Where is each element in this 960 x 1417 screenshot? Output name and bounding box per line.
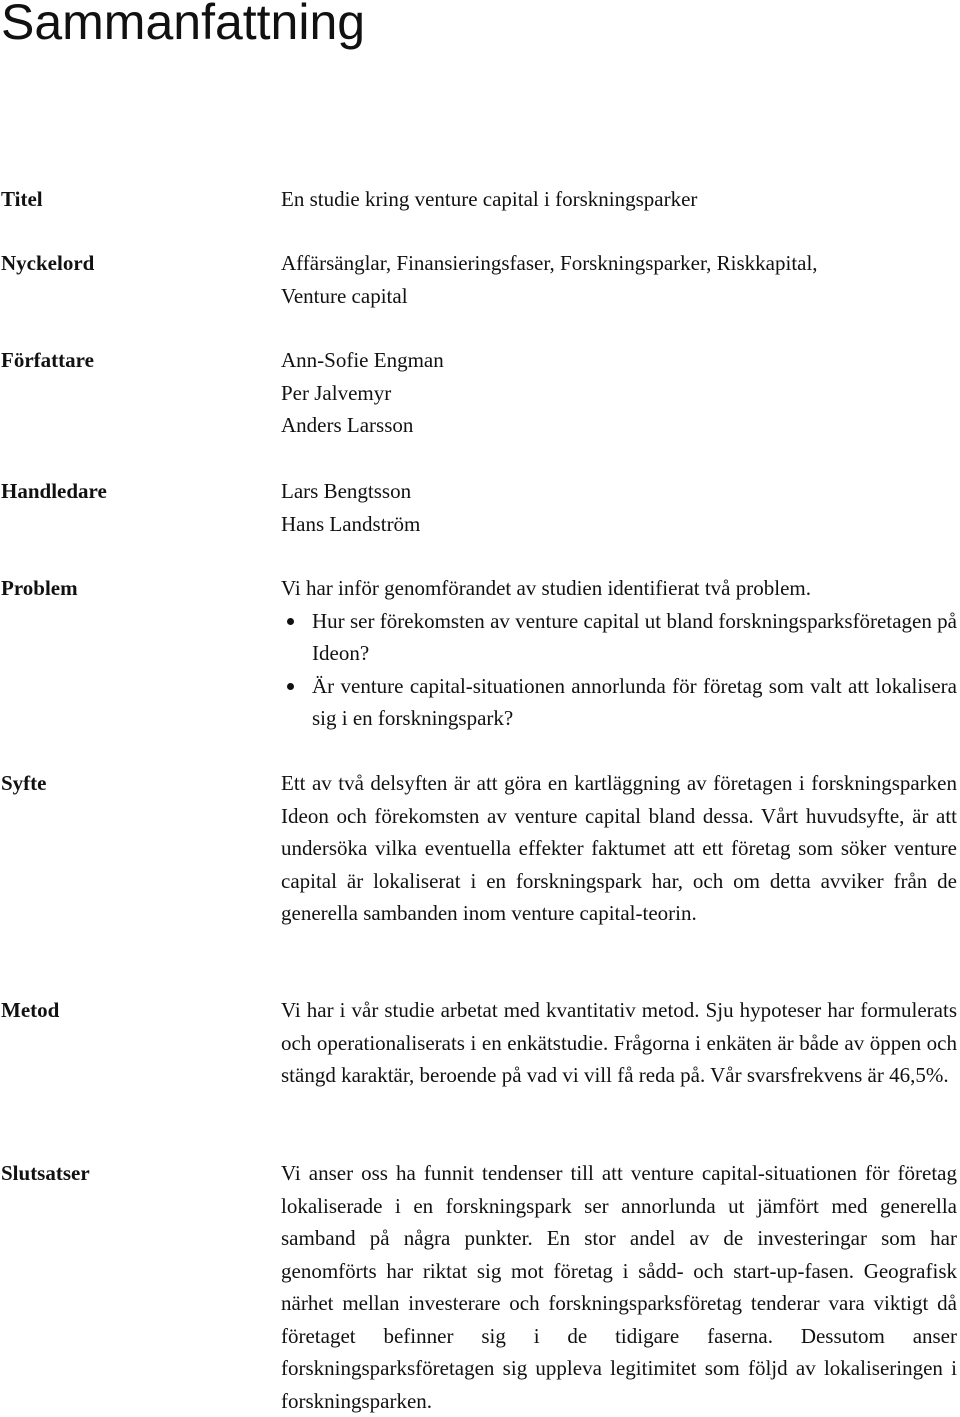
problem-list [281,605,957,735]
section-label-forfattare: Författare [1,348,94,372]
section-label-slutsatser: Slutsatser [1,1161,90,1185]
section-label-titel: Titel [1,187,43,211]
section-content-problem [281,572,957,735]
bullet-icon [287,618,294,625]
section-content-titel [281,183,957,216]
section-label-problem: Problem [1,576,78,600]
list-item [281,670,957,735]
section-content-slutsatser: Vi anser oss ha funnit tendenser till att venture capital-situationen för företag lokaliserade i en forskningspark ser annorlunda ut jämfört med generella samband på några punkter. En stor andel av de investeringar som har genomförts har riktat sig mot företag i sådd- och start-up-fasen. Geografisk närhet mellan investerare och forskningsparksföretag tenderar vara viktigt då företaget befinner sig i de tidigare faserna. Dessutom anser forskningsparksföretagen sig uppleva legitimitet som följd av lokaliseringen i forskningsparken. [281,1161,957,1413]
supervisor-name: Hans Landström [281,511,421,536]
keywords-line: Affärsänglar, Finansieringsfaser, Forskningsparker, Riskkapital, [281,251,818,275]
list-item-text: Hur ser förekomsten av venture capital ut bland forskningsparksföretagen på Ideon? [312,608,957,665]
section-content-handledare [281,475,957,540]
keywords-line: Venture capital [281,283,408,308]
section-content-syfte: Ett av två delsyften är att göra en kartläggning av företagen i forskningsparken Ideon och förekomsten av venture capital bland dessa. Vårt huvudsyfte, är att undersöka vilka eventuella effekter faktumet att ett företag som söker venture capital är lokaliserat i en forskningspark har, och om detta avviker från de generella sambanden inom venture capital-teorin. [281,771,957,925]
author-name: Per Jalvemyr [281,380,392,405]
author-name: Anders Larsson [281,413,414,437]
section-label-handledare: Handledare [1,479,107,503]
section-content-nyckelord [281,247,957,312]
section-label-metod: Metod [1,998,60,1022]
page-title: Sammanfattning [1,0,366,50]
list-item [281,605,957,670]
list-item-text: Är venture capital-situationen annorlunda för företag som valt att lokalisera sig i en forskningspark? [312,673,957,730]
thesis-title: En studie kring venture capital i forskningsparker [281,187,698,211]
section-label-syfte: Syfte [1,771,47,795]
section-content-forfattare [281,344,957,442]
section-label-nyckelord: Nyckelord [1,251,95,275]
supervisor-name: Lars Bengtsson [281,479,412,503]
bullet-icon [287,683,294,690]
section-content-metod: Vi har i vår studie arbetat med kvantitativ metod. Sju hypoteser har formulerats och operationaliserats i en enkätstudie. Frågorna i enkäten är både av öppen och stängd karaktär, beroende på vad vi vill få reda på. Vår svarsfrekvens är 46,5%. [281,998,957,1087]
author-name: Ann-Sofie Engman [281,348,444,372]
problem-intro: Vi har inför genomförandet av studien identifierat två problem. [281,576,811,600]
